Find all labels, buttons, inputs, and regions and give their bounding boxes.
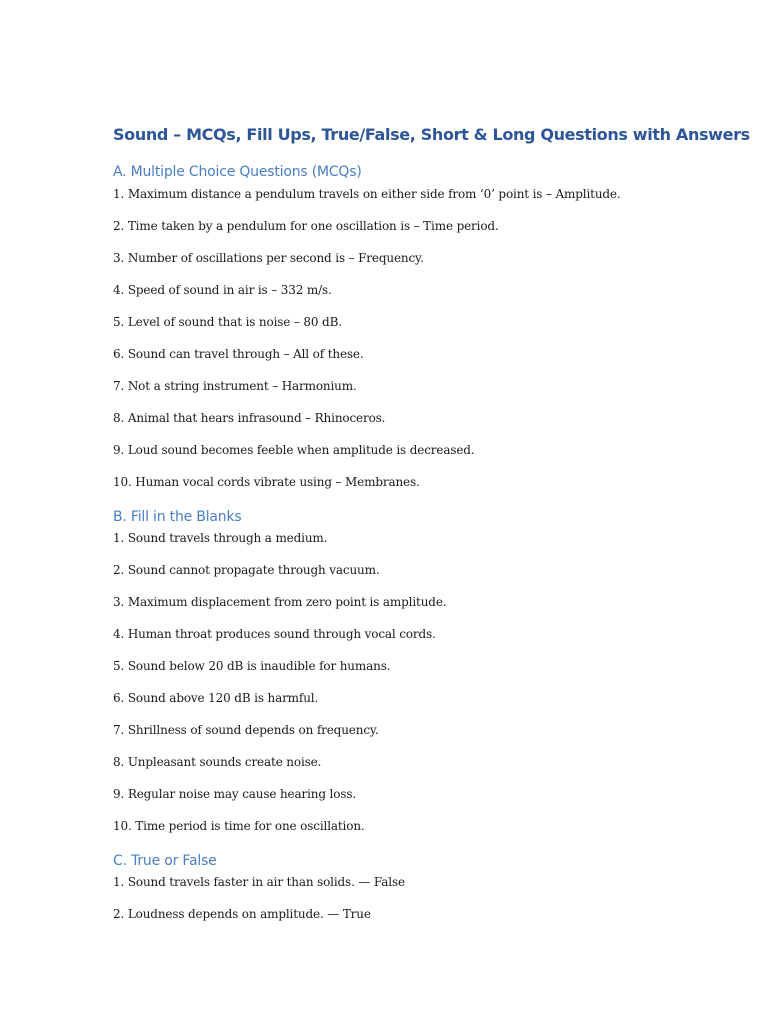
document-title: Sound – MCQs, Fill Ups, True/False, Short & Long Questions with Answers — [113, 125, 750, 144]
mcq-item: 3. Number of oscillations per second is – Frequency. — [113, 251, 424, 265]
section-heading-fill-blanks: B. Fill in the Blanks — [113, 509, 242, 525]
mcq-item: 7. Not a string instrument – Harmonium. — [113, 379, 357, 393]
true-false-item: 1. Sound travels faster in air than solids. — False — [113, 875, 405, 889]
mcq-item: 10. Human vocal cords vibrate using – Membranes. — [113, 475, 420, 489]
fill-blank-item: 6. Sound above 120 dB is harmful. — [113, 691, 319, 705]
mcq-item: 6. Sound can travel through – All of these. — [113, 347, 364, 361]
fill-blank-item: 3. Maximum displacement from zero point is amplitude. — [113, 595, 447, 609]
fill-blank-item: 8. Unpleasant sounds create noise. — [113, 755, 322, 769]
fill-blank-item: 1. Sound travels through a medium. — [113, 531, 328, 545]
mcq-item: 8. Animal that hears infrasound – Rhinoceros. — [113, 411, 386, 425]
mcq-item: 4. Speed of sound in air is – 332 m/s. — [113, 283, 332, 297]
mcq-item: 9. Loud sound becomes feeble when amplitude is decreased. — [113, 443, 475, 457]
fill-blank-item: 10. Time period is time for one oscillation. — [113, 819, 365, 833]
fill-blank-item: 9. Regular noise may cause hearing loss. — [113, 787, 357, 801]
fill-blank-item: 2. Sound cannot propagate through vacuum. — [113, 563, 380, 577]
section-heading-true-false: C. True or False — [113, 853, 217, 869]
mcq-item: 5. Level of sound that is noise – 80 dB. — [113, 315, 342, 329]
true-false-item: 2. Loudness depends on amplitude. — True — [113, 907, 371, 921]
fill-blank-item: 7. Shrillness of sound depends on frequency. — [113, 723, 379, 737]
fill-blank-item: 5. Sound below 20 dB is inaudible for humans. — [113, 659, 391, 673]
mcq-item: 2. Time taken by a pendulum for one oscillation is – Time period. — [113, 219, 499, 233]
fill-blank-item: 4. Human throat produces sound through vocal cords. — [113, 627, 436, 641]
section-heading-mcq: A. Multiple Choice Questions (MCQs) — [113, 164, 362, 180]
mcq-item: 1. Maximum distance a pendulum travels on either side from ‘0’ point is – Amplitude. — [113, 187, 621, 201]
